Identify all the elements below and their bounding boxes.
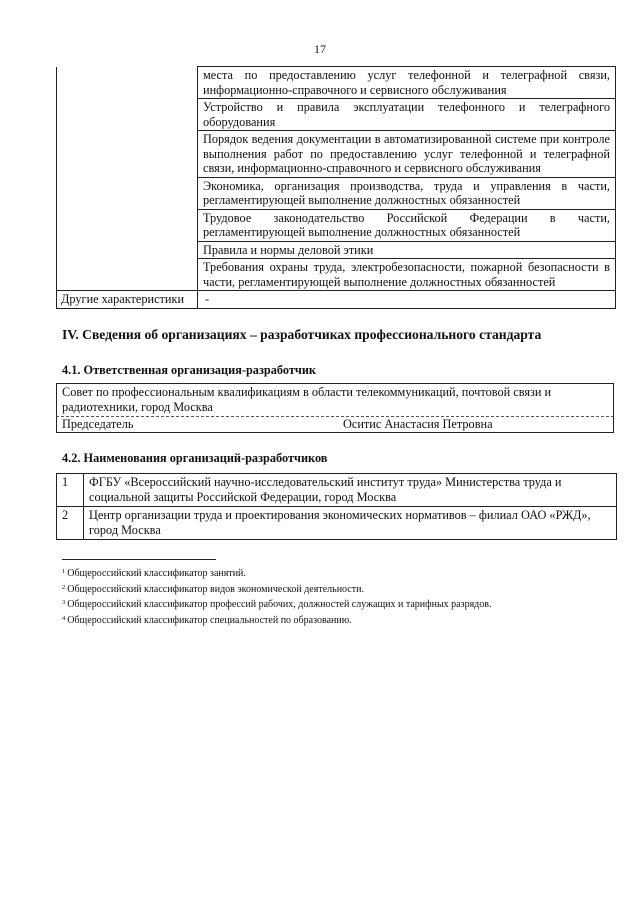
responsible-org-box [56, 383, 614, 433]
knowledge-item: Устройство и правила эксплуатации телефонного и телеграфного оборудования [198, 99, 616, 131]
chair-name: Оситис Анастасия Петровна [343, 417, 493, 431]
footnotes-list [62, 565, 491, 627]
required-knowledge-table [56, 66, 616, 309]
knowledge-item: Экономика, организация производства, труда и управления в части, регламентирующей выполнение должностных обязанностей [198, 177, 616, 209]
table-row [57, 291, 616, 309]
knowledge-item: Требования охраны труда, электробезопасности, пожарной безопасности в части, регламентирующей выполнение должностных обязанностей [198, 259, 616, 291]
label-cell [57, 259, 198, 291]
footnote-text: Общероссийский классификатор профессий рабочих, должностей служащих и тарифных разрядов. [67, 599, 492, 610]
footnote-text: Общероссийский классификатор специальностей по образованию. [67, 614, 352, 626]
footnote [62, 581, 491, 597]
footnote-text: Общероссийский классификатор видов экономической деятельности. [67, 583, 364, 595]
section-title: IV. Сведения об организациях – разработчиках профессионального стандарта [62, 327, 542, 342]
other-characteristics-value: - [198, 291, 616, 309]
table-row [57, 507, 617, 540]
subsection-title-responsible: 4.1. Ответственная организация-разработчик [62, 363, 316, 377]
other-characteristics-label: Другие характеристики [57, 291, 198, 309]
table-row [57, 177, 616, 209]
label-cell [57, 99, 198, 131]
footnote-mark: 2 [62, 583, 66, 591]
label-cell [57, 131, 198, 178]
table-row [57, 99, 616, 131]
footnote-divider [62, 559, 216, 560]
subsection-title-developers: 4.2. Наименования организаций-разработчиков [62, 451, 328, 465]
knowledge-item: Трудовое законодательство Российской Федерации в части, регламентирующей выполнение должностных обязанностей [198, 209, 616, 241]
chair-role: Председатель [62, 417, 134, 431]
label-cell [57, 177, 198, 209]
label-cell [57, 209, 198, 241]
table-row [57, 67, 616, 99]
table-row [57, 474, 617, 507]
knowledge-item: Порядок ведения документации в автоматизированной системе при контроле выполнения работ по предоставлению услуг телефонной и телеграфной связи, информационно-справочного и сервисного обслуживания [198, 131, 616, 178]
knowledge-item: места по предоставлению услуг телефонной и телеграфной связи, информационно-справочного и сервисного обслуживания [198, 67, 616, 99]
footnote-mark: 4 [62, 614, 66, 622]
developers-table [56, 473, 617, 540]
table-row [57, 131, 616, 178]
label-cell [57, 67, 198, 99]
knowledge-item: Правила и нормы деловой этики [198, 241, 616, 259]
developer-name: ФГБУ «Всероссийский научно-исследовательский институт труда» Министерства труда и социальной защиты Российской Федерации, город Москва [84, 474, 617, 507]
footnote-text: Общероссийский классификатор занятий. [67, 568, 246, 579]
footnote [62, 565, 491, 581]
table-row [57, 259, 616, 291]
table-row [57, 209, 616, 241]
label-cell [57, 241, 198, 259]
developer-number: 1 [57, 474, 84, 507]
page-number: 17 [314, 42, 326, 56]
chair-signature-line [56, 416, 614, 433]
footnote [62, 612, 491, 628]
developer-number: 2 [57, 507, 84, 540]
responsible-org-name: Совет по профессиональным квалификациям в области телекоммуникаций, почтовой связи и радиотехники, город Москва [56, 383, 614, 416]
table-row [57, 241, 616, 259]
developer-name: Центр организации труда и проектирования экономических нормативов – филиал ОАО «РЖД», город Москва [84, 507, 617, 540]
footnote [62, 596, 491, 612]
footnote-mark: 3 [62, 599, 66, 606]
footnote-mark: 1 [62, 568, 66, 575]
